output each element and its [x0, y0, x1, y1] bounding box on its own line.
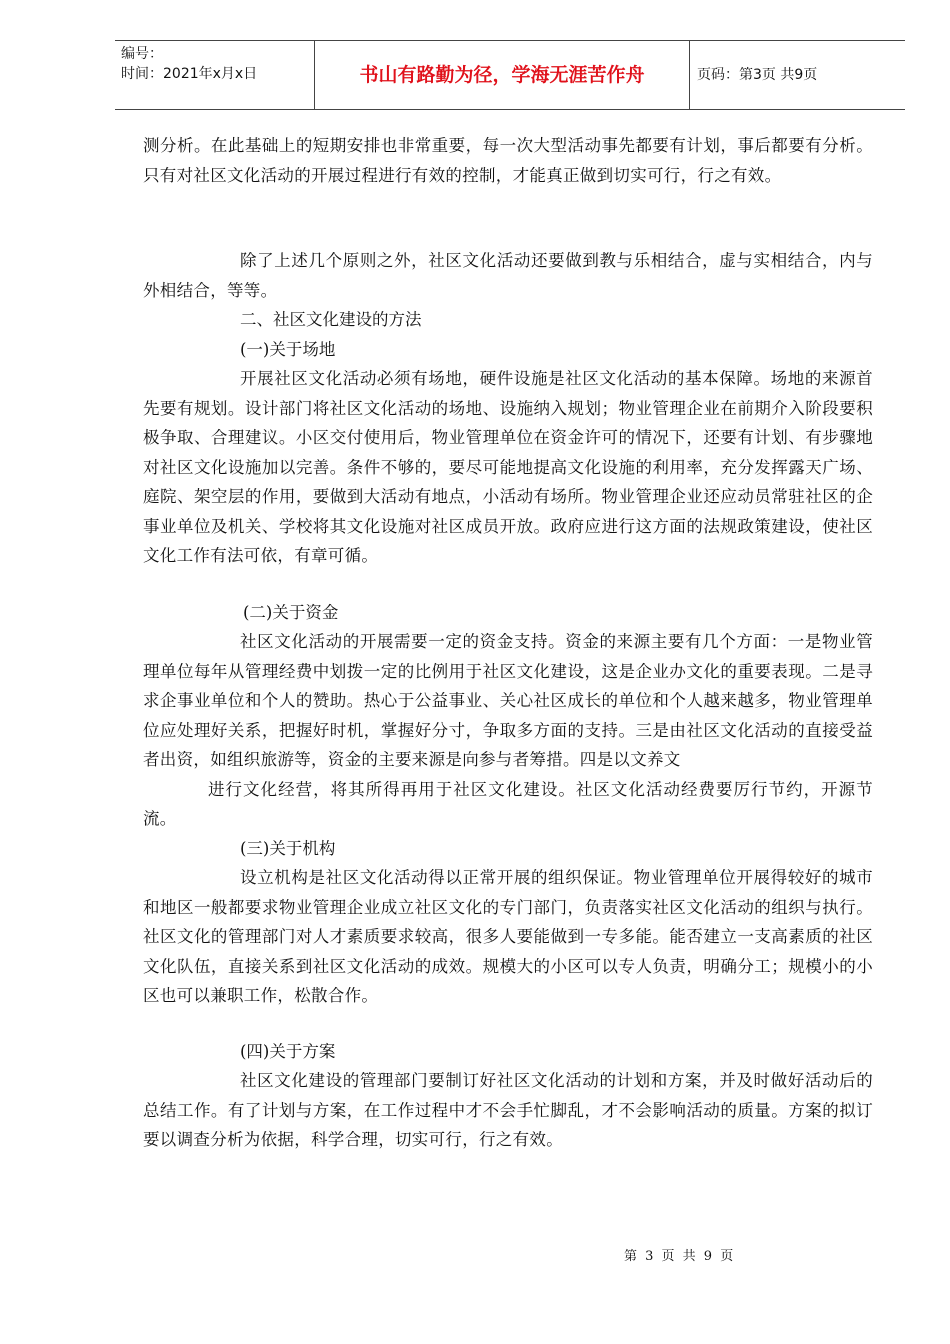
paragraph: 社区文化建设的管理部门要制订好社区文化活动的计划和方案，并及时做好活动后的总结工作。有了计划与方案，在工作过程中才不会手忙脚乱，才不会影响活动的质量。方案的拟订要以调查分析为依据，科学合理，切实可行，行之有效。: [143, 1071, 873, 1149]
page-footer: 第 3 页 共 9 页: [624, 1249, 736, 1264]
document-header: [115, 40, 905, 110]
subsection-heading: (二)关于资金: [243, 602, 339, 622]
time-label: 时间：2021年x月x日: [121, 66, 258, 82]
header-motto: 书山有路勤为径，学海无涯苦作舟: [315, 41, 690, 109]
paragraph: 社区文化活动的开展需要一定的资金支持。资金的来源主要有几个方面：一是物业管理单位每年从管理经费中划拨一定的比例用于社区文化建设，这是企业办文化的重要表现。二是寻求企事业单位和个人的赞助。热心于公益事业、关心社区成长的单位和个人越来越多，物业管理单位应处理好关系，把握好时机，掌握好分寸，争取多方面的支持。三是由社区文化活动的直接受益者出资，如组织旅游等，资金的主要来源是向参与者筹措。四是以文养文: [143, 632, 873, 769]
document-body: [143, 131, 873, 1155]
paragraph: 进行文化经营，将其所得再用于社区文化建设。社区文化活动经费要厉行节约，开源节流。: [143, 779, 873, 828]
paragraph: 设立机构是社区文化活动得以正常开展的组织保证。物业管理单位开展得较好的城市和地区一般都要求物业管理企业成立社区文化的专门部门，负责落实社区文化活动的组织与执行。社区文化的管理部门对人才素质要求较高，很多人要能做到一专多能。能否建立一支高素质的社区文化队伍，直接关系到社区文化活动的成效。规模大的小区可以专人负责，明确分工；规模小的小区也可以兼职工作，松散合作。: [143, 868, 873, 1005]
section-heading: 二、社区文化建设的方法: [240, 310, 422, 329]
number-label: 编号：: [121, 46, 163, 62]
header-meta: [115, 41, 315, 109]
subsection-heading: (一)关于场地: [240, 339, 336, 359]
header-page-label: 页码：第3页 共9页: [697, 67, 818, 83]
paragraph: 测分析。在此基础上的短期安排也非常重要，每一次大型活动事先都要有计划，事后都要有分析。只有对社区文化活动的开展过程进行有效的控制，才能真正做到切实可行，行之有效。: [143, 136, 873, 185]
paragraph: 除了上述几个原则之外，社区文化活动还要做到教与乐相结合，虚与实相结合，内与外相结合，等等。: [143, 251, 873, 300]
subsection-heading: (四)关于方案: [240, 1041, 336, 1061]
paragraph: 开展社区文化活动必须有场地，硬件设施是社区文化活动的基本保障。场地的来源首先要有规划。设计部门将社区文化活动的场地、设施纳入规划；物业管理企业在前期介入阶段要积极争取、合理建议。小区交付使用后，物业管理单位在资金许可的情况下，还要有计划、有步骤地对社区文化设施加以完善。条件不够的，要尽可能地提高文化设施的利用率，充分发挥露天广场、庭院、架空层的作用，要做到大活动有地点，小活动有场所。物业管理企业还应动员常驻社区的企事业单位及机关、学校将其文化设施对社区成员开放。政府应进行这方面的法规政策建设，使社区文化工作有法可依，有章可循。: [143, 369, 873, 565]
subsection-heading: (三)关于机构: [240, 838, 336, 858]
